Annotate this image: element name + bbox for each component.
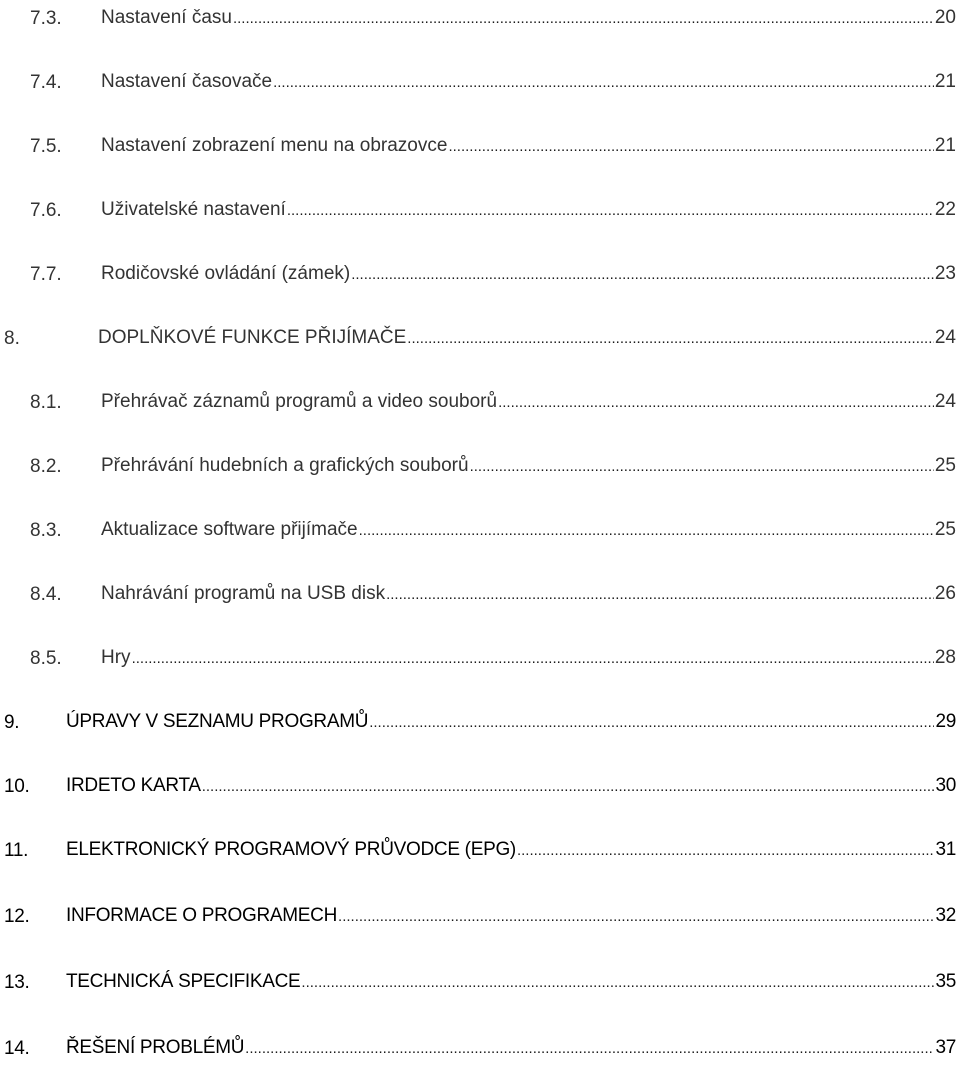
toc-entry-number: 7.7.: [30, 264, 62, 285]
toc-entry-8-4[interactable]: [0, 570, 960, 610]
toc-entry-title: Nastavení času: [101, 7, 232, 28]
toc-entry-title: Nastavení časovače: [101, 71, 273, 92]
toc-entry-page: 21: [934, 135, 956, 156]
toc-entry-title: TECHNICKÁ SPECIFIKACE: [66, 971, 301, 992]
dot-leader: [369, 712, 934, 734]
toc-entry-number: 7.3.: [30, 8, 62, 29]
toc-entry-number: 7.4.: [30, 72, 62, 93]
toc-entry-title: INFORMACE O PROGRAMECH: [66, 905, 338, 926]
toc-entry-page: 24: [934, 327, 956, 348]
toc-entry-8-1[interactable]: [0, 378, 960, 418]
toc-entry-page: 20: [934, 7, 956, 28]
dot-leader: [407, 328, 934, 350]
toc-entry-10[interactable]: [0, 762, 960, 802]
toc-entry-number: 11.: [4, 840, 29, 861]
toc-entry-8-2[interactable]: [0, 442, 960, 482]
toc-entry-number: 14.: [4, 1038, 30, 1059]
toc-entry-page: 37: [935, 1037, 956, 1058]
toc-entry-number: 7.5.: [30, 136, 62, 157]
toc-entry-number: 8.1.: [30, 392, 62, 413]
dot-leader: [287, 200, 934, 222]
toc-entry-7-3[interactable]: [0, 0, 960, 34]
dot-leader: [245, 1038, 934, 1060]
toc-entry-page: 26: [934, 583, 956, 604]
dot-leader: [233, 8, 934, 30]
toc-entry-title: ELEKTRONICKÝ PROGRAMOVÝ PRŮVODCE (EPG): [66, 839, 516, 860]
toc-entry-number: 8.2.: [30, 456, 62, 477]
toc-entry-title: Přehrávač záznamů programů a video souborů: [101, 391, 498, 412]
toc-entry-page: 35: [935, 971, 956, 992]
toc-entry-number: 9.: [4, 712, 20, 733]
toc-entry-number: 13.: [4, 972, 30, 993]
toc-entry-page: 29: [935, 711, 956, 732]
toc-entry-page: 28: [934, 647, 956, 668]
toc-entry-title: Uživatelské nastavení: [101, 199, 286, 220]
toc-entry-number: 8.: [4, 328, 20, 349]
dot-leader: [498, 392, 934, 414]
toc-entry-number: 12.: [4, 906, 30, 927]
toc-entry-7-7[interactable]: [0, 250, 960, 290]
toc-entry-title: Aktualizace software přijímače: [101, 519, 358, 540]
toc-entry-page: 23: [934, 263, 956, 284]
dot-leader: [338, 906, 934, 928]
toc-entry-page: 31: [935, 839, 956, 860]
dot-leader: [386, 584, 934, 606]
toc-entry-page: 30: [935, 775, 956, 796]
toc-entry-12[interactable]: [0, 892, 960, 932]
toc-entry-8-3[interactable]: [0, 506, 960, 546]
toc-entry-9[interactable]: [0, 698, 960, 738]
toc-entry-page: 32: [935, 905, 956, 926]
toc-entry-number: 8.4.: [30, 584, 62, 605]
toc-entry-page: 25: [934, 519, 956, 540]
toc-entry-title: Hry: [101, 647, 131, 668]
dot-leader: [517, 840, 934, 862]
toc-entry-title: Nahrávání programů na USB disk: [101, 583, 386, 604]
toc-entry-title: ÚPRAVY V SEZNAMU PROGRAMŮ: [66, 711, 369, 732]
toc-entry-number: 8.5.: [30, 648, 62, 669]
toc-entry-page: 24: [934, 391, 956, 412]
toc-entry-7-6[interactable]: [0, 186, 960, 226]
toc-entry-number: 7.6.: [30, 200, 62, 221]
dot-leader: [470, 456, 934, 478]
toc-entry-number: 10.: [4, 776, 30, 797]
dot-leader: [273, 72, 934, 94]
toc-entry-title: Nastavení zobrazení menu na obrazovce: [101, 135, 448, 156]
toc-entry-title: IRDETO KARTA: [66, 775, 201, 796]
dot-leader: [132, 648, 934, 670]
toc-entry-7-5[interactable]: [0, 122, 960, 162]
toc-entry-7-4[interactable]: [0, 58, 960, 98]
dot-leader: [359, 520, 934, 542]
dot-leader: [202, 776, 935, 798]
dot-leader: [301, 972, 934, 994]
toc-entry-page: 21: [934, 71, 956, 92]
toc-entry-page: 25: [934, 455, 956, 476]
toc-entry-8-5[interactable]: [0, 634, 960, 674]
toc-entry-14[interactable]: [0, 1024, 960, 1064]
dot-leader: [448, 136, 933, 158]
dot-leader: [351, 264, 934, 286]
toc-entry-title: DOPLŇKOVÉ FUNKCE PŘIJÍMAČE: [98, 327, 407, 348]
toc-entry-13[interactable]: [0, 958, 960, 998]
toc-entry-title: ŘEŠENÍ PROBLÉMŮ: [66, 1037, 245, 1058]
toc-entry-title: Přehrávání hudebních a grafických souborů: [101, 455, 469, 476]
toc-entry-title: Rodičovské ovládání (zámek): [101, 263, 351, 284]
toc-entry-page: 22: [934, 199, 956, 220]
toc-entry-11[interactable]: [0, 826, 960, 866]
toc-entry-number: 8.3.: [30, 520, 62, 541]
toc-entry-8[interactable]: [0, 314, 960, 354]
